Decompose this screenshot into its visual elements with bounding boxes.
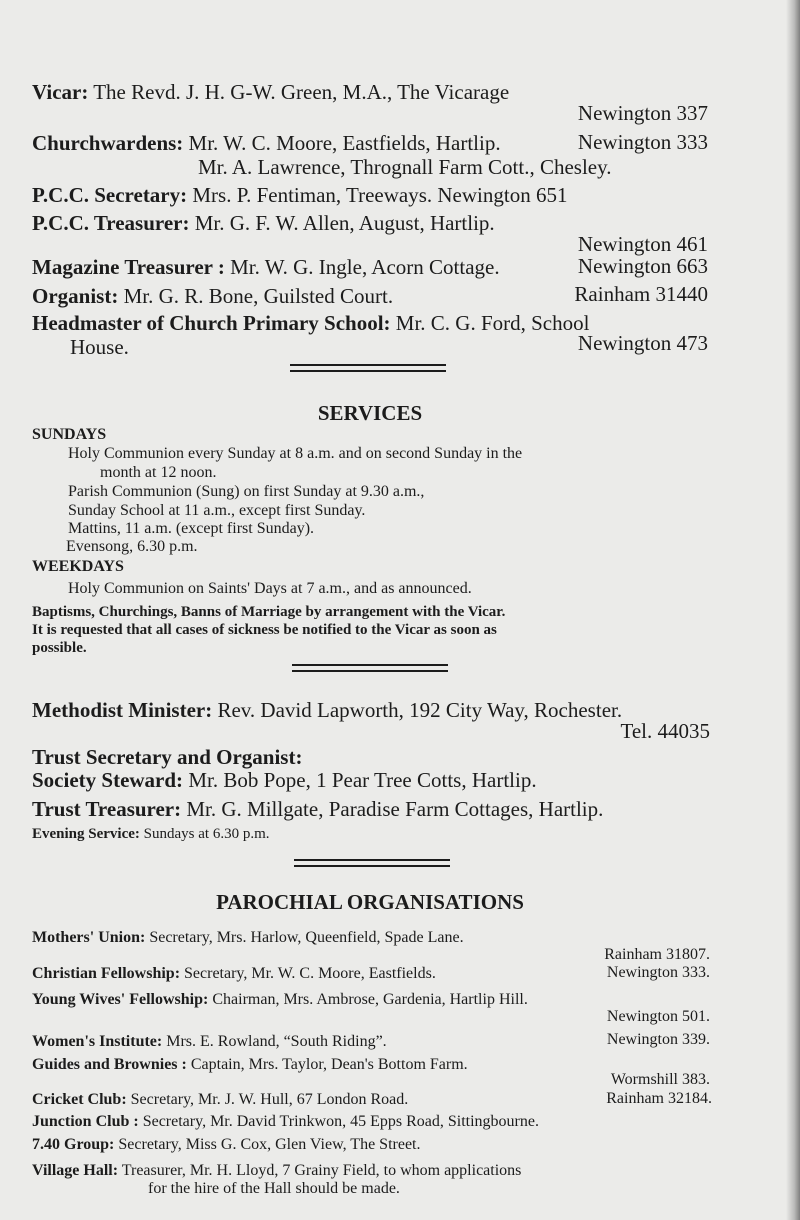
- organist-phone: Rainham 31440: [574, 282, 708, 306]
- pcc-secretary-text: Mrs. P. Fentiman, Treeways. Newington 651: [192, 183, 568, 207]
- headmaster-text: Mr. C. G. Ford, School: [395, 311, 590, 335]
- page-edge-shadow: [786, 0, 800, 1220]
- christian-fellowship-text: Secretary, Mr. W. C. Moore, Eastfields.: [184, 965, 436, 982]
- group-740-text: Secretary, Miss G. Cox, Glen View, The Street.: [118, 1136, 421, 1153]
- headmaster-line: [32, 311, 589, 336]
- christian-fellowship-phone: Newington 333.: [606, 964, 710, 981]
- organist-line: [32, 284, 393, 309]
- divider-1: [290, 364, 446, 372]
- methodist-minister-text: Rev. David Lapworth, 192 City Way, Rochester.: [217, 698, 623, 722]
- churchwardens-phone: Newington 333: [577, 130, 708, 154]
- organisations-heading: PAROCHIAL ORGANISATIONS: [216, 890, 524, 914]
- methodist-minister-phone: Tel. 44035: [620, 719, 710, 743]
- weekdays-label: WEEKDAYS: [32, 558, 124, 575]
- evening-service-line: [32, 826, 270, 843]
- trust-secretary-label: Trust Secretary and Organist:: [32, 745, 303, 769]
- sunday-service-4: Mattins, 11 a.m. (except first Sunday).: [68, 520, 315, 537]
- services-note-2: [32, 622, 708, 639]
- village-hall-line: [32, 1162, 521, 1180]
- group-740-line: [32, 1136, 420, 1154]
- guides-line: [32, 1056, 468, 1074]
- junction-club-line: [32, 1113, 539, 1131]
- pcc-treasurer-phone: Newington 461: [577, 232, 708, 256]
- churchwardens-line: [32, 131, 501, 156]
- young-wives-label: Young Wives' Fellowship:: [32, 991, 209, 1008]
- divider-2: [292, 664, 448, 672]
- magazine-treasurer-line: [32, 255, 500, 280]
- divider-3: [294, 859, 450, 867]
- magazine-treasurer-phone: Newington 663: [577, 254, 708, 278]
- churchwardens-text-1: Mr. W. C. Moore, Eastfields, Hartlip.: [188, 131, 501, 155]
- headmaster-phone: Newington 473: [577, 331, 708, 355]
- junction-club-text: Secretary, Mr. David Trinkwon, 45 Epps Road, Sittingbourne.: [142, 1113, 539, 1130]
- evening-service-text: Sundays at 6.30 p.m.: [143, 826, 270, 842]
- trust-treasurer-label: Trust Treasurer:: [32, 797, 182, 821]
- young-wives-line: [32, 991, 528, 1009]
- cricket-club-phone: Rainham 32184.: [606, 1090, 712, 1107]
- womens-institute-text: Mrs. E. Rowland, “South Riding”.: [166, 1033, 387, 1050]
- churchwardens-text-2: Mr. A. Lawrence, Thrognall Farm Cott., Chesley.: [198, 155, 612, 179]
- village-hall-text-2: for the hire of the Hall should be made.: [148, 1180, 400, 1197]
- pcc-treasurer-text: Mr. G. F. W. Allen, August, Hartlip.: [194, 211, 495, 235]
- christian-fellowship-line: [32, 965, 436, 983]
- sunday-service-1: Holy Communion every Sunday at 8 a.m. and on second Sunday in the: [68, 445, 523, 462]
- trust-treasurer-text: Mr. G. Millgate, Paradise Farm Cottages, Hartlip.: [186, 797, 604, 821]
- magazine-treasurer-text: Mr. W. G. Ingle, Acorn Cottage.: [230, 255, 500, 279]
- young-wives-text: Chairman, Mrs. Ambrose, Gardenia, Hartlip Hill.: [212, 991, 528, 1008]
- vicar-line: [32, 80, 509, 105]
- organist-label: Organist:: [32, 284, 119, 308]
- cricket-club-label: Cricket Club:: [32, 1091, 127, 1108]
- churchwardens-label: Churchwardens:: [32, 131, 184, 155]
- womens-institute-label: Women's Institute:: [32, 1033, 163, 1050]
- society-steward-text: Mr. Bob Pope, 1 Pear Tree Cotts, Hartlip.: [188, 768, 537, 792]
- mothers-union-text: Secretary, Mrs. Harlow, Queenfield, Spade Lane.: [149, 929, 464, 946]
- vicar-phone: Newington 337: [577, 101, 708, 125]
- womens-institute-line: [32, 1033, 387, 1051]
- village-hall-text: Treasurer, Mr. H. Lloyd, 7 Grainy Field, to whom applications: [121, 1162, 522, 1179]
- sunday-service-1-cont: month at 12 noon.: [100, 464, 217, 481]
- sunday-service-5: Evensong, 6.30 p.m.: [66, 538, 198, 555]
- mothers-union-label: Mothers' Union:: [32, 929, 146, 946]
- pcc-treasurer-line: [32, 211, 495, 236]
- guides-phone: Wormshill 383.: [610, 1071, 710, 1088]
- sunday-service-2: Parish Communion (Sung) on first Sunday at 9.30 a.m.,: [68, 483, 425, 500]
- services-heading: SERVICES: [317, 401, 423, 425]
- services-note-2-text: It is requested that all cases of sickness be notified to the Vicar as soon as: [32, 622, 497, 638]
- magazine-treasurer-label: Magazine Treasurer :: [32, 255, 225, 279]
- methodist-minister-label: Methodist Minister:: [32, 698, 213, 722]
- services-note-1: [32, 604, 708, 621]
- young-wives-phone: Newington 501.: [606, 1008, 710, 1025]
- vicar-label: Vicar:: [32, 80, 89, 104]
- guides-text: Captain, Mrs. Taylor, Dean's Bottom Farm.: [190, 1056, 468, 1073]
- guides-label: Guides and Brownies :: [32, 1056, 187, 1073]
- sunday-service-3: Sunday School at 11 a.m., except first Sunday.: [68, 502, 366, 519]
- headmaster-label: Headmaster of Church Primary School:: [32, 311, 391, 335]
- vicar-text: The Revd. J. H. G-W. Green, M.A., The Vicarage: [93, 80, 510, 104]
- headmaster-text-2: House.: [70, 335, 129, 359]
- sundays-label: SUNDAYS: [32, 426, 107, 443]
- group-740-label: 7.40 Group:: [32, 1136, 115, 1153]
- christian-fellowship-label: Christian Fellowship:: [32, 965, 181, 982]
- services-note-3: possible.: [32, 640, 87, 656]
- organist-text: Mr. G. R. Bone, Guilsted Court.: [123, 284, 394, 308]
- evening-service-label: Evening Service:: [32, 826, 140, 842]
- cricket-club-line: [32, 1091, 408, 1109]
- mothers-union-phone: Rainham 31807.: [604, 946, 710, 963]
- womens-institute-phone: Newington 339.: [606, 1031, 710, 1048]
- pcc-secretary-label: P.C.C. Secretary:: [32, 183, 188, 207]
- services-note-1-text: Baptisms, Churchings, Banns of Marriage by arrangement with the Vicar.: [32, 604, 506, 620]
- cricket-club-text: Secretary, Mr. J. W. Hull, 67 London Road.: [130, 1091, 409, 1108]
- society-steward-line: [32, 768, 537, 793]
- mothers-union-line: [32, 929, 464, 947]
- methodist-minister-line: [32, 698, 622, 723]
- junction-club-label: Junction Club :: [32, 1113, 139, 1130]
- weekday-service: Holy Communion on Saints' Days at 7 a.m., and as announced.: [68, 580, 472, 597]
- pcc-secretary-line: [32, 183, 567, 208]
- pcc-treasurer-label: P.C.C. Treasurer:: [32, 211, 190, 235]
- society-steward-label: Society Steward:: [32, 768, 184, 792]
- trust-treasurer-line: [32, 797, 603, 822]
- village-hall-label: Village Hall:: [32, 1162, 119, 1179]
